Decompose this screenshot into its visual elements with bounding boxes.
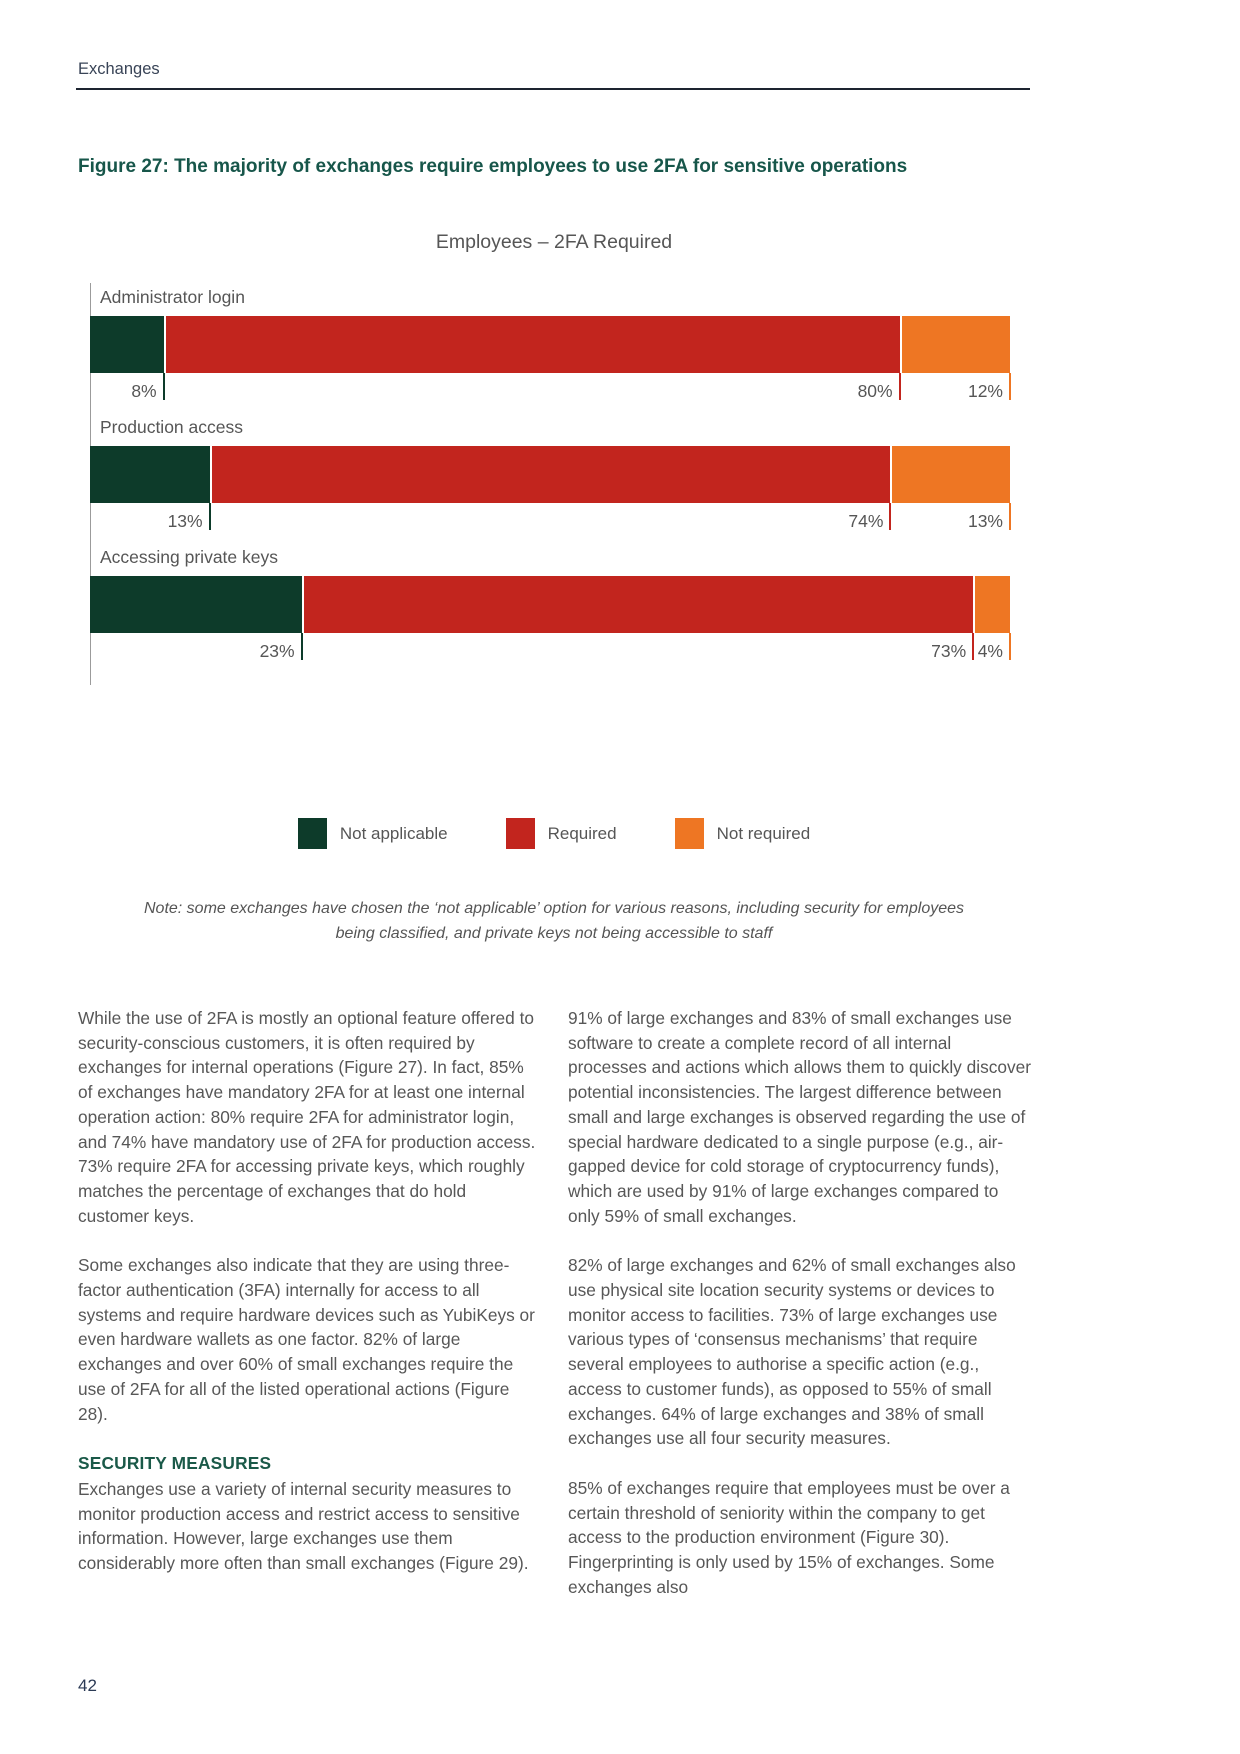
chart-row-accessing-private-keys (90, 547, 1010, 661)
value-row (90, 633, 1010, 661)
value-tick (1009, 373, 1011, 400)
value-label: 80% (857, 381, 893, 401)
value-label: 74% (848, 511, 884, 531)
stacked-bar-chart (90, 283, 1010, 685)
stacked-bar (90, 576, 1010, 633)
legend-label: Not required (716, 823, 811, 843)
stacked-bar (90, 316, 1010, 373)
legend-swatch-not-required (675, 818, 704, 849)
running-header: Exchanges (78, 60, 160, 78)
body-paragraph: 91% of large exchanges and 83% of small exchanges use software to create a complete record of all internal processes and actions which allows them to quickly discover potential inconsistencies. The largest difference between small and large exchanges is observed regarding the use of special hardware dedicated to a single purpose (e.g., air-gapped device for cold storage of cryptocurrency funds), which are used by 91% of large exchanges compared to only 59% of small exchanges. (568, 1008, 1031, 1226)
legend-label: Required (547, 823, 617, 843)
value-label: 13% (967, 511, 1003, 531)
body-column-left (78, 1006, 538, 1601)
chart-row-production-access (90, 417, 1010, 531)
value-tick (163, 373, 165, 400)
body-paragraph: While the use of 2FA is mostly an optional feature offered to security-conscious customers, it is often required by exchanges for internal operations (Figure 27). In fact, 85% of exchanges have mandatory 2FA for at least one internal operation action: 80% require 2FA for administrator login, and 74% have mandatory use of 2FA for production access. 73% require 2FA for accessing private keys, which roughly matches the percentage of exchanges that do hold customer keys. (78, 1008, 536, 1226)
legend-item-not-applicable (298, 818, 448, 849)
value-row (90, 503, 1010, 531)
bar-segment-not-required (890, 446, 1010, 503)
body-paragraph: Exchanges use a variety of internal security measures to monitor production access and restrict access to sensitive information. However, large exchanges use them considerably more often than small exchanges (Figure 29). (78, 1478, 529, 1574)
chart-title: Employees – 2FA Required (435, 231, 673, 253)
value-label: 13% (167, 511, 203, 531)
bar-segment-required (210, 446, 891, 503)
body-column-right (568, 1006, 1032, 1624)
chart-row-administrator-login (90, 287, 1010, 401)
header-divider (76, 88, 1030, 90)
value-label: 23% (259, 641, 295, 661)
value-label: 12% (967, 381, 1003, 401)
bar-segment-not-applicable (90, 446, 210, 503)
section-heading: SECURITY MEASURES (78, 1453, 272, 1474)
legend-item-required (506, 818, 617, 849)
legend-swatch-not-applicable (298, 818, 327, 849)
value-label: 8% (131, 381, 157, 401)
chart-legend (78, 818, 1030, 849)
value-tick (1009, 503, 1011, 530)
body-paragraph: 85% of exchanges require that employees must be over a certain threshold of seniority within the company to get access to the production environment (Figure 30). Fingerprinting is only used by 15% of exchanges. Some exchanges also (568, 1477, 1010, 1597)
bar-segment-not-required (900, 316, 1010, 373)
legend-label: Not applicable (339, 823, 448, 843)
value-tick (1009, 633, 1011, 660)
value-tick (889, 503, 891, 530)
chart-rows (90, 287, 1010, 661)
chart-note-line2: being classified, and private keys not being accessible to staff (335, 925, 773, 942)
legend-swatch-required (506, 818, 535, 849)
chart-note-line1: Note: some exchanges have chosen the ‘not applicable’ option for various reasons, including security for employees (143, 900, 965, 917)
value-row (90, 373, 1010, 401)
category-label: Administrator login (100, 287, 245, 307)
chart-note (130, 896, 978, 946)
figure-caption: Figure 27: The majority of exchanges require employees to use 2FA for sensitive operations (78, 156, 908, 177)
legend-item-not-required (675, 818, 811, 849)
value-tick (209, 503, 211, 530)
page-number: 42 (78, 1676, 97, 1695)
value-tick (301, 633, 303, 660)
body-paragraph: 82% of large exchanges and 62% of small exchanges also use physical site location security systems or devices to monitor access to facilities. 73% of large exchanges use various types of ‘consensus mechanisms’ that require several employees to authorise a specific action (e.g., access to customer funds), as opposed to 55% of small exchanges. 64% of large exchanges and 38% of small exchanges use all four security measures. (568, 1255, 1016, 1449)
value-tick (899, 373, 901, 400)
value-label: 73% (931, 641, 967, 661)
category-label: Accessing private keys (100, 547, 278, 567)
stacked-bar (90, 446, 1010, 503)
bar-segment-not-applicable (90, 316, 164, 373)
body-paragraph: Some exchanges also indicate that they are using three-factor authentication (3FA) internally for access to all systems and require hardware devices such as YubiKeys or even hardware wallets as one factor. 82% of large exchanges and over 60% of small exchanges require the use of 2FA for all of the listed operational actions (Figure 28). (78, 1255, 535, 1424)
bar-segment-not-applicable (90, 576, 302, 633)
value-label: 4% (977, 641, 1003, 661)
bar-segment-not-required (973, 576, 1010, 633)
bar-segment-required (302, 576, 974, 633)
bar-segment-required (164, 316, 900, 373)
value-tick (972, 633, 974, 660)
category-label: Production access (100, 417, 243, 437)
